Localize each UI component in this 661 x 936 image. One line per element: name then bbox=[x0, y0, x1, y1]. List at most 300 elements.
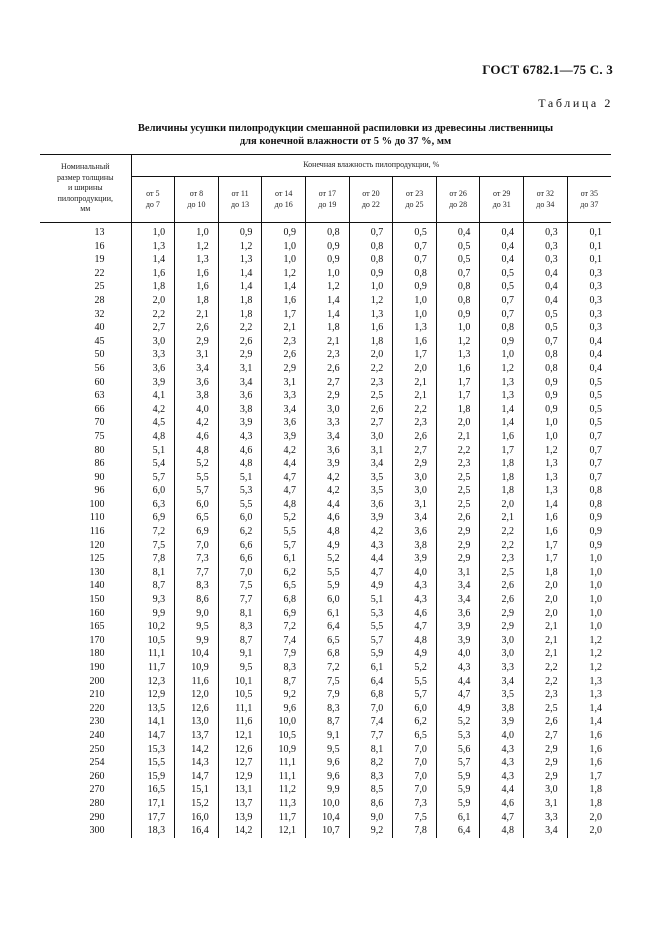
shrinkage-value-cell: 1,3 bbox=[524, 484, 568, 498]
shrinkage-value-cell: 7,9 bbox=[305, 688, 349, 702]
shrinkage-value-cell: 6,9 bbox=[131, 511, 175, 525]
table-row bbox=[40, 511, 611, 525]
range-to: до 25 bbox=[405, 199, 424, 209]
shrinkage-value-cell: 4,3 bbox=[480, 770, 524, 784]
shrinkage-value-cell: 1,6 bbox=[262, 294, 306, 308]
document-reference: ГОСТ 6782.1—75 С. 3 bbox=[482, 62, 613, 77]
shrinkage-value-cell: 4,8 bbox=[262, 498, 306, 512]
shrinkage-value-cell: 7,8 bbox=[393, 824, 437, 838]
shrinkage-value-cell: 7,0 bbox=[218, 566, 262, 580]
shrinkage-value-cell: 12,6 bbox=[218, 743, 262, 757]
shrinkage-value-cell: 2,2 bbox=[436, 444, 480, 458]
shrinkage-value-cell: 3,1 bbox=[218, 362, 262, 376]
shrinkage-value-cell: 12,7 bbox=[218, 756, 262, 770]
shrinkage-value-cell: 1,6 bbox=[175, 267, 219, 281]
range-from: от 23 bbox=[405, 189, 424, 198]
shrinkage-value-cell: 12,1 bbox=[262, 824, 306, 838]
shrinkage-value-cell: 7,5 bbox=[131, 539, 175, 553]
shrinkage-value-cell: 2,9 bbox=[393, 457, 437, 471]
moisture-range-header bbox=[305, 177, 349, 223]
shrinkage-value-cell: 2,0 bbox=[393, 362, 437, 376]
table-row bbox=[40, 715, 611, 729]
shrinkage-value-cell: 6,5 bbox=[262, 579, 306, 593]
shrinkage-value-cell: 7,5 bbox=[218, 579, 262, 593]
shrinkage-value-cell: 3,6 bbox=[218, 389, 262, 403]
size-header-line: мм bbox=[80, 204, 91, 214]
shrinkage-value-cell: 17,7 bbox=[131, 811, 175, 825]
shrinkage-value-cell: 6,8 bbox=[349, 688, 393, 702]
shrinkage-value-cell: 0,4 bbox=[589, 335, 602, 347]
shrinkage-value-cell: 1,2 bbox=[349, 294, 393, 308]
shrinkage-value-cell: 4,6 bbox=[480, 797, 524, 811]
moisture-range-header bbox=[349, 177, 393, 223]
shrinkage-value-cell: 1,8 bbox=[218, 308, 262, 322]
shrinkage-value-cell: 2,9 bbox=[524, 756, 568, 770]
shrinkage-value-cell: 5,7 bbox=[131, 471, 175, 485]
shrinkage-value-cell: 11,1 bbox=[218, 702, 262, 716]
shrinkage-value-cell: 3,8 bbox=[393, 539, 437, 553]
shrinkage-value-cell: 1,2 bbox=[218, 240, 262, 254]
shrinkage-value-cell: 0,4 bbox=[436, 223, 480, 240]
shrinkage-value-cell: 2,7 bbox=[305, 376, 349, 390]
shrinkage-value-cell: 0,9 bbox=[262, 223, 306, 240]
shrinkage-value-cell: 0,5 bbox=[589, 403, 602, 415]
nominal-size-cell: 290 bbox=[40, 811, 131, 825]
shrinkage-value-cell: 3,0 bbox=[393, 484, 437, 498]
shrinkage-value-cell: 4,7 bbox=[436, 688, 480, 702]
shrinkage-value-cell: 0,5 bbox=[589, 390, 602, 402]
nominal-size-cell: 96 bbox=[40, 484, 131, 498]
shrinkage-value-cell: 4,2 bbox=[305, 484, 349, 498]
shrinkage-value-cell: 1,3 bbox=[589, 689, 602, 701]
shrinkage-value-cell: 0,5 bbox=[436, 240, 480, 254]
table-row bbox=[40, 348, 611, 362]
shrinkage-value-cell: 1,2 bbox=[589, 648, 602, 660]
shrinkage-value-cell: 2,7 bbox=[131, 321, 175, 335]
shrinkage-value-cell: 4,6 bbox=[305, 511, 349, 525]
shrinkage-value-cell: 8,3 bbox=[305, 702, 349, 716]
table-row bbox=[40, 430, 611, 444]
shrinkage-value-cell: 1,3 bbox=[480, 389, 524, 403]
shrinkage-value-cell: 7,5 bbox=[393, 811, 437, 825]
moisture-range-header bbox=[175, 177, 219, 223]
shrinkage-value-cell: 3,3 bbox=[480, 661, 524, 675]
shrinkage-value-cell: 6,1 bbox=[262, 552, 306, 566]
shrinkage-value-cell: 0,3 bbox=[524, 240, 568, 254]
shrinkage-value-cell: 14,2 bbox=[175, 743, 219, 757]
shrinkage-value-cell: 5,2 bbox=[175, 457, 219, 471]
shrinkage-value-cell: 4,7 bbox=[393, 620, 437, 634]
shrinkage-value-cell: 6,0 bbox=[131, 484, 175, 498]
shrinkage-value-cell: 0,9 bbox=[305, 240, 349, 254]
shrinkage-value-cell: 2,0 bbox=[436, 416, 480, 430]
shrinkage-value-cell: 1,4 bbox=[218, 280, 262, 294]
shrinkage-value-cell: 2,1 bbox=[480, 511, 524, 525]
shrinkage-value-cell: 0,7 bbox=[589, 471, 602, 483]
nominal-size-cell: 125 bbox=[40, 552, 131, 566]
shrinkage-value-cell: 3,5 bbox=[480, 688, 524, 702]
shrinkage-value-cell: 0,8 bbox=[436, 294, 480, 308]
shrinkage-value-cell: 4,2 bbox=[349, 525, 393, 539]
table-row bbox=[40, 797, 611, 811]
nominal-size-cell: 130 bbox=[40, 566, 131, 580]
nominal-size-cell: 45 bbox=[40, 335, 131, 349]
nominal-size-cell: 100 bbox=[40, 498, 131, 512]
shrinkage-value-cell: 0,7 bbox=[480, 308, 524, 322]
shrinkage-value-cell: 7,0 bbox=[393, 756, 437, 770]
shrinkage-value-cell: 1,7 bbox=[480, 444, 524, 458]
nominal-size-cell: 32 bbox=[40, 308, 131, 322]
shrinkage-value-cell: 15,2 bbox=[175, 797, 219, 811]
shrinkage-value-cell: 1,4 bbox=[589, 702, 602, 714]
shrinkage-value-cell: 2,6 bbox=[175, 321, 219, 335]
shrinkage-value-cell: 1,0 bbox=[589, 566, 602, 578]
shrinkage-value-cell: 7,0 bbox=[393, 770, 437, 784]
shrinkage-value-cell: 4,0 bbox=[175, 403, 219, 417]
size-header-line: и ширины bbox=[67, 183, 103, 193]
nominal-size-cell: 160 bbox=[40, 607, 131, 621]
shrinkage-value-cell: 1,8 bbox=[480, 471, 524, 485]
shrinkage-value-cell: 6,8 bbox=[305, 647, 349, 661]
shrinkage-value-cell: 1,0 bbox=[589, 621, 602, 633]
shrinkage-value-cell: 1,0 bbox=[262, 240, 306, 254]
shrinkage-value-cell: 1,0 bbox=[305, 267, 349, 281]
table-row bbox=[40, 403, 611, 417]
shrinkage-value-cell: 3,1 bbox=[175, 348, 219, 362]
shrinkage-value-cell: 0,9 bbox=[218, 223, 262, 240]
shrinkage-value-cell: 0,9 bbox=[589, 512, 602, 524]
shrinkage-value-cell: 6,0 bbox=[175, 498, 219, 512]
shrinkage-value-cell: 5,5 bbox=[175, 471, 219, 485]
shrinkage-value-cell: 4,2 bbox=[262, 444, 306, 458]
nominal-size-cell: 13 bbox=[40, 223, 131, 240]
table-row bbox=[40, 770, 611, 784]
shrinkage-value-cell: 7,7 bbox=[175, 566, 219, 580]
shrinkage-value-cell: 4,2 bbox=[305, 471, 349, 485]
shrinkage-value-cell: 6,5 bbox=[175, 511, 219, 525]
shrinkage-value-cell: 6,3 bbox=[131, 498, 175, 512]
shrinkage-value-cell: 1,7 bbox=[436, 376, 480, 390]
shrinkage-value-cell: 0,9 bbox=[305, 253, 349, 267]
shrinkage-value-cell: 13,7 bbox=[218, 797, 262, 811]
shrinkage-value-cell: 13,0 bbox=[175, 715, 219, 729]
shrinkage-value-cell: 16,5 bbox=[131, 783, 175, 797]
shrinkage-value-cell: 0,9 bbox=[349, 267, 393, 281]
shrinkage-value-cell: 0,8 bbox=[349, 253, 393, 267]
shrinkage-value-cell: 4,9 bbox=[305, 539, 349, 553]
shrinkage-value-cell: 2,0 bbox=[589, 825, 602, 837]
shrinkage-value-cell: 3,4 bbox=[305, 430, 349, 444]
shrinkage-value-cell: 9,6 bbox=[262, 702, 306, 716]
shrinkage-value-cell: 1,2 bbox=[262, 267, 306, 281]
range-to: до 22 bbox=[361, 199, 380, 209]
table-row bbox=[40, 729, 611, 743]
shrinkage-value-cell: 0,8 bbox=[524, 362, 568, 376]
nominal-size-cell: 200 bbox=[40, 675, 131, 689]
shrinkage-value-cell: 1,3 bbox=[589, 675, 602, 687]
shrinkage-value-cell: 0,8 bbox=[349, 240, 393, 254]
table-row bbox=[40, 321, 611, 335]
shrinkage-value-cell: 2,6 bbox=[436, 511, 480, 525]
shrinkage-value-cell: 7,2 bbox=[262, 620, 306, 634]
nominal-size-cell: 70 bbox=[40, 416, 131, 430]
shrinkage-value-cell: 0,3 bbox=[589, 281, 602, 293]
shrinkage-value-cell: 0,5 bbox=[480, 280, 524, 294]
shrinkage-value-cell: 4,1 bbox=[131, 389, 175, 403]
shrinkage-value-cell: 7,8 bbox=[131, 552, 175, 566]
nominal-size-cell: 80 bbox=[40, 444, 131, 458]
nominal-size-cell: 16 bbox=[40, 240, 131, 254]
shrinkage-value-cell: 3,1 bbox=[436, 566, 480, 580]
shrinkage-value-cell: 9,5 bbox=[175, 620, 219, 634]
shrinkage-value-cell: 3,8 bbox=[218, 403, 262, 417]
table-row bbox=[40, 362, 611, 376]
shrinkage-value-cell: 1,8 bbox=[480, 457, 524, 471]
shrinkage-value-cell: 14,2 bbox=[218, 824, 262, 838]
range-to: до 13 bbox=[231, 199, 250, 209]
shrinkage-value-cell: 1,8 bbox=[589, 797, 602, 809]
nominal-size-cell: 190 bbox=[40, 661, 131, 675]
table-row bbox=[40, 743, 611, 757]
shrinkage-value-cell: 1,6 bbox=[349, 321, 393, 335]
shrinkage-value-cell: 9,1 bbox=[305, 729, 349, 743]
nominal-size-cell: 260 bbox=[40, 770, 131, 784]
nominal-size-cell: 140 bbox=[40, 579, 131, 593]
shrinkage-value-cell: 15,5 bbox=[131, 756, 175, 770]
shrinkage-value-cell: 11,6 bbox=[218, 715, 262, 729]
shrinkage-value-cell: 6,4 bbox=[305, 620, 349, 634]
shrinkage-value-cell: 8,7 bbox=[305, 715, 349, 729]
shrinkage-value-cell: 1,3 bbox=[436, 348, 480, 362]
shrinkage-value-cell: 5,7 bbox=[393, 688, 437, 702]
shrinkage-value-cell: 3,0 bbox=[480, 647, 524, 661]
shrinkage-value-cell: 3,4 bbox=[218, 376, 262, 390]
shrinkage-value-cell: 8,7 bbox=[131, 579, 175, 593]
shrinkage-value-cell: 0,1 bbox=[589, 240, 602, 252]
shrinkage-value-cell: 3,4 bbox=[393, 511, 437, 525]
shrinkage-value-cell: 4,4 bbox=[262, 457, 306, 471]
nominal-size-cell: 230 bbox=[40, 715, 131, 729]
shrinkage-value-cell: 1,0 bbox=[262, 253, 306, 267]
shrinkage-value-cell: 12,9 bbox=[131, 688, 175, 702]
shrinkage-value-cell: 11,7 bbox=[262, 811, 306, 825]
table-row bbox=[40, 539, 611, 553]
shrinkage-value-cell: 3,0 bbox=[349, 430, 393, 444]
shrinkage-value-cell: 4,0 bbox=[393, 566, 437, 580]
shrinkage-value-cell: 10,2 bbox=[131, 620, 175, 634]
shrinkage-value-cell: 2,6 bbox=[218, 335, 262, 349]
shrinkage-value-cell: 4,9 bbox=[393, 647, 437, 661]
shrinkage-value-cell: 2,2 bbox=[524, 661, 568, 675]
shrinkage-value-cell: 1,6 bbox=[589, 729, 602, 741]
table-row bbox=[40, 223, 611, 240]
nominal-size-cell: 240 bbox=[40, 729, 131, 743]
shrinkage-value-cell: 12,1 bbox=[218, 729, 262, 743]
shrinkage-value-cell: 9,5 bbox=[305, 743, 349, 757]
shrinkage-value-cell: 10,4 bbox=[305, 811, 349, 825]
shrinkage-value-cell: 0,9 bbox=[393, 280, 437, 294]
moisture-range-header bbox=[393, 177, 437, 223]
nominal-size-cell: 280 bbox=[40, 797, 131, 811]
shrinkage-value-cell: 2,0 bbox=[589, 811, 602, 823]
range-from: от 26 bbox=[449, 189, 467, 198]
shrinkage-value-cell: 4,3 bbox=[393, 593, 437, 607]
shrinkage-value-cell: 2,6 bbox=[480, 593, 524, 607]
shrinkage-value-cell: 4,3 bbox=[218, 430, 262, 444]
range-from: от 11 bbox=[231, 189, 249, 198]
shrinkage-value-cell: 2,9 bbox=[480, 620, 524, 634]
table-row bbox=[40, 702, 611, 716]
shrinkage-value-cell: 4,6 bbox=[175, 430, 219, 444]
table-row bbox=[40, 593, 611, 607]
shrinkage-value-cell: 1,6 bbox=[524, 511, 568, 525]
shrinkage-value-cell: 8,1 bbox=[131, 566, 175, 580]
shrinkage-value-cell: 4,7 bbox=[349, 566, 393, 580]
nominal-size-cell: 150 bbox=[40, 593, 131, 607]
shrinkage-value-cell: 9,0 bbox=[349, 811, 393, 825]
shrinkage-value-cell: 0,4 bbox=[524, 267, 568, 281]
table-row bbox=[40, 688, 611, 702]
shrinkage-value-cell: 7,2 bbox=[131, 525, 175, 539]
shrinkage-value-cell: 2,9 bbox=[262, 362, 306, 376]
shrinkage-value-cell: 3,6 bbox=[262, 416, 306, 430]
shrinkage-value-cell: 0,7 bbox=[589, 458, 602, 470]
shrinkage-value-cell: 9,9 bbox=[131, 607, 175, 621]
shrinkage-value-cell: 15,1 bbox=[175, 783, 219, 797]
caption-line-2: для конечной влажности от 5 % до 37 %, мм bbox=[239, 136, 452, 147]
table-row bbox=[40, 824, 611, 838]
shrinkage-value-cell: 11,6 bbox=[175, 675, 219, 689]
shrinkage-value-cell: 9,0 bbox=[175, 607, 219, 621]
shrinkage-value-cell: 1,8 bbox=[175, 294, 219, 308]
shrinkage-value-cell: 7,0 bbox=[393, 783, 437, 797]
shrinkage-value-cell: 5,1 bbox=[131, 444, 175, 458]
table-row bbox=[40, 457, 611, 471]
nominal-size-cell: 28 bbox=[40, 294, 131, 308]
shrinkage-value-cell: 2,3 bbox=[305, 348, 349, 362]
shrinkage-value-cell: 6,1 bbox=[305, 607, 349, 621]
shrinkage-value-cell: 1,8 bbox=[480, 484, 524, 498]
shrinkage-value-cell: 18,3 bbox=[131, 824, 175, 838]
shrinkage-value-cell: 0,4 bbox=[589, 362, 602, 374]
shrinkage-value-cell: 9,6 bbox=[305, 756, 349, 770]
shrinkage-value-cell: 3,6 bbox=[393, 525, 437, 539]
range-to: до 10 bbox=[187, 199, 206, 209]
shrinkage-value-cell: 1,7 bbox=[262, 308, 306, 322]
nominal-size-cell: 60 bbox=[40, 376, 131, 390]
range-from: от 5 bbox=[146, 189, 160, 198]
table-row bbox=[40, 661, 611, 675]
shrinkage-value-cell: 0,3 bbox=[589, 308, 602, 320]
shrinkage-value-cell: 3,3 bbox=[262, 389, 306, 403]
shrinkage-value-cell: 1,4 bbox=[524, 498, 568, 512]
shrinkage-value-cell: 0,7 bbox=[393, 240, 437, 254]
nominal-size-cell: 220 bbox=[40, 702, 131, 716]
shrinkage-value-cell: 5,2 bbox=[305, 552, 349, 566]
table-row bbox=[40, 416, 611, 430]
shrinkage-value-cell: 1,4 bbox=[262, 280, 306, 294]
shrinkage-value-cell: 14,3 bbox=[175, 756, 219, 770]
shrinkage-value-cell: 0,3 bbox=[524, 253, 568, 267]
shrinkage-value-cell: 1,8 bbox=[524, 566, 568, 580]
shrinkage-value-cell: 4,7 bbox=[262, 471, 306, 485]
shrinkage-value-cell: 3,4 bbox=[262, 403, 306, 417]
shrinkage-value-cell: 2,0 bbox=[524, 593, 568, 607]
shrinkage-value-cell: 3,0 bbox=[131, 335, 175, 349]
shrinkage-value-cell: 2,1 bbox=[524, 634, 568, 648]
table-row bbox=[40, 566, 611, 580]
shrinkage-value-cell: 2,9 bbox=[480, 607, 524, 621]
shrinkage-table bbox=[40, 154, 611, 838]
shrinkage-value-cell: 5,3 bbox=[349, 607, 393, 621]
shrinkage-value-cell: 5,5 bbox=[305, 566, 349, 580]
shrinkage-value-cell: 4,4 bbox=[305, 498, 349, 512]
shrinkage-value-cell: 8,3 bbox=[262, 661, 306, 675]
nominal-size-cell: 86 bbox=[40, 457, 131, 471]
shrinkage-value-cell: 1,8 bbox=[218, 294, 262, 308]
range-from: от 20 bbox=[362, 189, 380, 198]
shrinkage-value-cell: 3,6 bbox=[305, 444, 349, 458]
shrinkage-value-cell: 1,0 bbox=[349, 280, 393, 294]
shrinkage-value-cell: 1,0 bbox=[393, 308, 437, 322]
table-row bbox=[40, 647, 611, 661]
shrinkage-value-cell: 0,4 bbox=[589, 349, 602, 361]
shrinkage-value-cell: 11,1 bbox=[262, 756, 306, 770]
nominal-size-cell: 210 bbox=[40, 688, 131, 702]
shrinkage-value-cell: 2,1 bbox=[262, 321, 306, 335]
shrinkage-value-cell: 7,0 bbox=[393, 743, 437, 757]
shrinkage-value-cell: 1,0 bbox=[175, 223, 219, 240]
shrinkage-value-cell: 1,8 bbox=[589, 784, 602, 796]
shrinkage-value-cell: 5,5 bbox=[218, 498, 262, 512]
shrinkage-value-cell: 3,0 bbox=[305, 403, 349, 417]
shrinkage-value-cell: 8,3 bbox=[175, 579, 219, 593]
shrinkage-value-cell: 3,5 bbox=[349, 484, 393, 498]
shrinkage-value-cell: 1,0 bbox=[131, 223, 175, 240]
shrinkage-value-cell: 1,7 bbox=[524, 539, 568, 553]
shrinkage-value-cell: 5,7 bbox=[175, 484, 219, 498]
table-row bbox=[40, 376, 611, 390]
shrinkage-value-cell: 6,5 bbox=[305, 634, 349, 648]
shrinkage-value-cell: 5,6 bbox=[436, 743, 480, 757]
shrinkage-value-cell: 13,5 bbox=[131, 702, 175, 716]
shrinkage-value-cell: 1,0 bbox=[480, 348, 524, 362]
shrinkage-value-cell: 9,2 bbox=[349, 824, 393, 838]
size-header-line: пилопродукции, bbox=[57, 193, 113, 203]
size-header-line: Номинальный bbox=[61, 162, 110, 172]
shrinkage-value-cell: 5,5 bbox=[262, 525, 306, 539]
shrinkage-value-cell: 0,8 bbox=[305, 223, 349, 240]
shrinkage-value-cell: 6,5 bbox=[393, 729, 437, 743]
shrinkage-value-cell: 12,6 bbox=[175, 702, 219, 716]
shrinkage-value-cell: 5,4 bbox=[131, 457, 175, 471]
shrinkage-value-cell: 5,1 bbox=[349, 593, 393, 607]
shrinkage-value-cell: 16,4 bbox=[175, 824, 219, 838]
shrinkage-value-cell: 4,7 bbox=[262, 484, 306, 498]
shrinkage-value-cell: 6,0 bbox=[393, 702, 437, 716]
range-to: до 19 bbox=[318, 199, 337, 209]
shrinkage-value-cell: 4,4 bbox=[480, 783, 524, 797]
shrinkage-value-cell: 1,6 bbox=[436, 362, 480, 376]
shrinkage-value-cell: 10,1 bbox=[218, 675, 262, 689]
nominal-size-cell: 63 bbox=[40, 389, 131, 403]
shrinkage-value-cell: 1,2 bbox=[175, 240, 219, 254]
shrinkage-value-cell: 6,2 bbox=[218, 525, 262, 539]
shrinkage-table-container bbox=[40, 154, 611, 838]
shrinkage-value-cell: 1,7 bbox=[393, 348, 437, 362]
shrinkage-value-cell: 14,7 bbox=[131, 729, 175, 743]
shrinkage-value-cell: 3,6 bbox=[349, 498, 393, 512]
